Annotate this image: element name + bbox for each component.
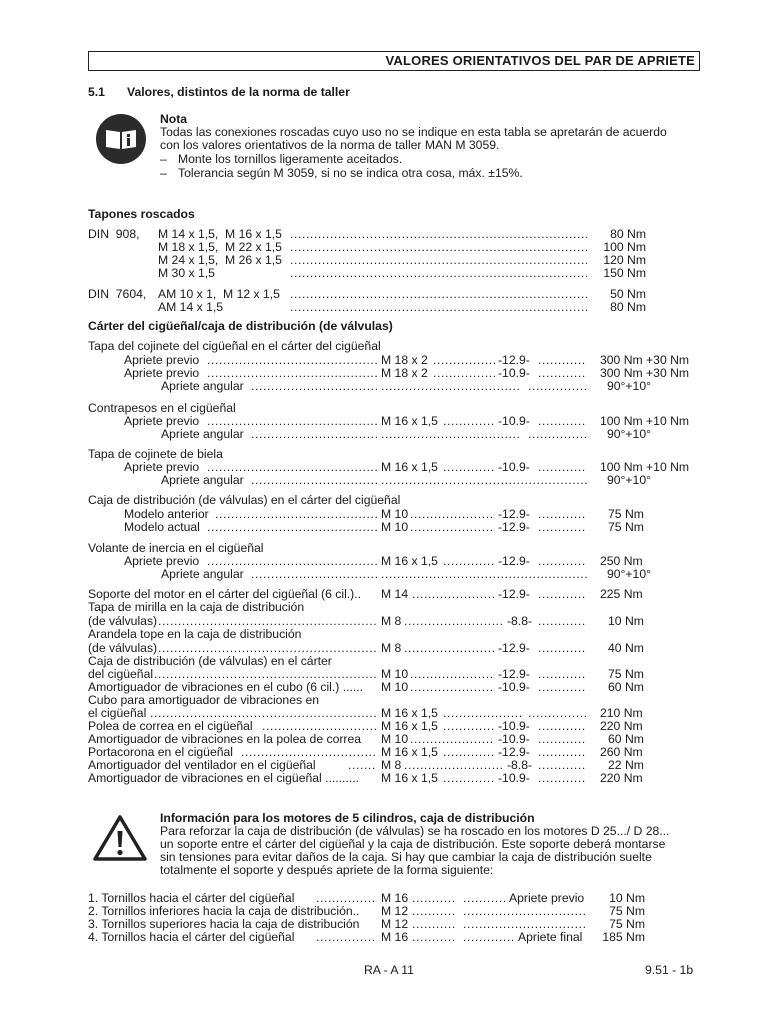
plug-value: 80 Nm bbox=[610, 227, 646, 241]
row-label: el cigüeñal bbox=[88, 706, 147, 720]
leader-dots bbox=[538, 668, 587, 681]
step-thread: M 12 bbox=[381, 904, 409, 918]
thread-size: M 10 bbox=[381, 667, 409, 681]
leader-dots bbox=[538, 354, 587, 367]
row-label: Tapa de mirilla en la caja de distribución bbox=[88, 600, 305, 614]
step-value: 185 Nm bbox=[602, 930, 645, 944]
leader-dots bbox=[381, 428, 521, 441]
row-label: Apriete angular bbox=[161, 567, 244, 581]
property-class: -10.9- bbox=[498, 366, 530, 380]
row-label: Amortiguador del ventilador en el cigüeñal bbox=[88, 758, 316, 772]
din-7604-label: DIN 7604, bbox=[88, 287, 147, 301]
leader-dots bbox=[412, 931, 456, 944]
property-class: -10.9- bbox=[498, 771, 530, 785]
note-line: con los valores orientativos de la norma de taller MAN M 3059. bbox=[160, 138, 500, 152]
leader-dots bbox=[538, 555, 587, 568]
note-heading: Nota bbox=[160, 112, 188, 126]
torque-value: 60 Nm bbox=[608, 680, 644, 694]
leader-dots bbox=[290, 228, 587, 241]
note-bullet: Tolerancia según M 3059, si no se indica otra cosa, máx. ±15%. bbox=[178, 166, 523, 180]
torque-value: 90°+10° bbox=[607, 567, 651, 581]
step-label: 3. Tornillos superiores hacia la caja de distribución bbox=[88, 917, 360, 931]
leader-dots bbox=[443, 461, 495, 474]
leader-dots bbox=[316, 931, 377, 944]
row-label: Soporte del motor en el cárter del cigüeñal (6 cil.).. bbox=[88, 587, 361, 601]
footer-page-code: RA - A 11 bbox=[364, 963, 414, 977]
torque-value: 220 Nm bbox=[600, 719, 643, 733]
property-class: -10.9- bbox=[498, 414, 530, 428]
thread-size: M 14 bbox=[381, 587, 409, 601]
leader-dots bbox=[290, 267, 587, 280]
torque-value: 100 Nm +10 Nm bbox=[600, 460, 690, 474]
torque-value: 60 Nm bbox=[608, 732, 644, 746]
leader-dots bbox=[290, 254, 587, 267]
leader-dots bbox=[410, 681, 495, 694]
torque-value: 100 Nm +10 Nm bbox=[600, 414, 690, 428]
leader-dots bbox=[538, 733, 587, 746]
info-line: sin tensiones para evitar daños de la caja. Si hay que cambiar la caja de distribución suelte bbox=[160, 850, 652, 864]
property-class: -12.9- bbox=[498, 353, 530, 367]
row-label: Caja de distribución (de válvulas) en el cárter bbox=[88, 654, 332, 668]
thread-size: M 16 x 1,5 bbox=[381, 414, 438, 428]
step-label: 1. Tornillos hacia el cárter del cigüeñal bbox=[88, 891, 295, 905]
row-label: Arandela tope en la caja de distribución bbox=[88, 627, 302, 641]
leader-dots bbox=[443, 772, 495, 785]
property-class: -12.9- bbox=[498, 667, 530, 681]
plug-spec: AM 10 x 1, M 12 x 1,5 bbox=[158, 287, 280, 301]
leader-dots bbox=[528, 428, 587, 441]
leader-dots bbox=[538, 746, 587, 759]
leader-dots bbox=[538, 508, 587, 521]
leader-dots bbox=[381, 568, 587, 581]
leader-dots bbox=[251, 380, 377, 393]
torque-value: 90°+10° bbox=[607, 427, 651, 441]
leader-dots bbox=[412, 905, 456, 918]
torque-value: 75 Nm bbox=[608, 667, 644, 681]
leader-dots bbox=[290, 301, 587, 314]
property-class: -10.9- bbox=[498, 460, 530, 474]
torque-value: 75 Nm bbox=[608, 507, 644, 521]
property-class: -8.8- bbox=[507, 758, 533, 772]
row-label: del cigüeñal bbox=[88, 667, 154, 681]
leader-dots bbox=[528, 707, 587, 720]
leader-dots bbox=[538, 415, 587, 428]
section-number: 5.1 bbox=[88, 85, 105, 99]
plug-value: 120 Nm bbox=[603, 253, 646, 267]
step-label: 2. Tornillos inferiores hacia la caja de distribución.. bbox=[88, 904, 360, 918]
leader-dots bbox=[443, 746, 495, 759]
leader-dots bbox=[538, 772, 587, 785]
thread-size: M 16 x 1,5 bbox=[381, 719, 438, 733]
step-thread: M 16 bbox=[381, 891, 409, 905]
plug-spec: AM 14 x 1,5 bbox=[158, 300, 224, 314]
leader-dots bbox=[538, 615, 587, 628]
step-label: 4. Tornillos hacia el cárter del cigüeñal bbox=[88, 930, 295, 944]
thread-size: M 8 bbox=[381, 758, 402, 772]
row-label: Amortiguador de vibraciones en el cigüeñal .......... bbox=[88, 771, 359, 785]
torque-value: 300 Nm +30 Nm bbox=[600, 366, 690, 380]
torque-value: 300 Nm +30 Nm bbox=[600, 353, 690, 367]
thread-size: M 18 x 2 bbox=[381, 353, 428, 367]
section-title: Valores, distintos de la norma de taller bbox=[127, 85, 350, 99]
row-label: Apriete angular bbox=[161, 473, 244, 487]
leader-dots bbox=[443, 415, 495, 428]
leader-dots bbox=[381, 474, 587, 487]
leader-dots bbox=[207, 521, 377, 534]
row-label: Apriete previo bbox=[124, 414, 200, 428]
property-class: -12.9- bbox=[498, 507, 530, 521]
plug-value: 50 Nm bbox=[610, 287, 646, 301]
torque-value: 10 Nm bbox=[608, 614, 644, 628]
leader-dots bbox=[538, 367, 587, 380]
leader-dots bbox=[433, 354, 495, 367]
thread-size: M 8 bbox=[381, 641, 402, 655]
note-bullet: Monte los tornillos ligeramente aceitados. bbox=[178, 152, 403, 166]
leader-dots bbox=[215, 508, 377, 521]
thread-size: M 16 x 1,5 bbox=[381, 706, 438, 720]
group-title: Volante de inercia en el cigüeñal bbox=[88, 541, 264, 555]
property-class: -10.9- bbox=[498, 719, 530, 733]
info-line: un soporte entre el cárter del cigüeñal y la caja de distribución. Este soporte deberá montarse bbox=[160, 837, 666, 851]
leader-dots bbox=[290, 288, 587, 301]
thread-size: M 16 x 1,5 bbox=[381, 771, 438, 785]
leader-dots bbox=[412, 892, 456, 905]
leader-dots bbox=[410, 508, 495, 521]
leader-dots bbox=[251, 568, 377, 581]
property-class: -12.9- bbox=[498, 641, 530, 655]
leader-dots bbox=[463, 905, 587, 918]
row-label: Cubo para amortiguador de vibraciones en bbox=[88, 693, 320, 707]
leader-dots bbox=[443, 555, 495, 568]
row-label: Apriete previo bbox=[124, 554, 200, 568]
info-line: totalmente el soporte y después apriete de la forma siguiente: bbox=[160, 863, 494, 877]
property-class: -12.9- bbox=[498, 520, 530, 534]
leader-dots bbox=[528, 380, 587, 393]
plug-value: 100 Nm bbox=[603, 240, 646, 254]
info-line: Para reforzar la caja de distribución (de válvulas) se ha roscado en los motores D 25.../ D 28... bbox=[160, 824, 670, 838]
plug-spec: M 14 x 1,5, M 16 x 1,5 bbox=[158, 227, 282, 241]
plug-spec: M 18 x 1,5, M 22 x 1,5 bbox=[158, 240, 282, 254]
leader-dots bbox=[412, 588, 495, 601]
thread-size: M 16 x 1,5 bbox=[381, 554, 438, 568]
torque-value: 210 Nm bbox=[600, 706, 643, 720]
group-title: Tapa de cojinete de biela bbox=[88, 447, 223, 461]
leader-dots bbox=[538, 759, 587, 772]
step-thread: M 16 bbox=[381, 930, 409, 944]
leader-dots bbox=[410, 668, 495, 681]
group-title: Tapa del cojinete del cigüeñal en el cárter del cigüeñal bbox=[88, 339, 381, 353]
info-heading: Información para los motores de 5 cilindros, caja de distribución bbox=[160, 811, 535, 825]
row-label: Apriete angular bbox=[161, 379, 244, 393]
plug-value: 80 Nm bbox=[610, 300, 646, 314]
step-value: 75 Nm bbox=[609, 904, 645, 918]
thread-size: M 16 x 1,5 bbox=[381, 460, 438, 474]
row-label: (de válvulas) bbox=[88, 641, 158, 655]
property-class: -12.9- bbox=[498, 554, 530, 568]
property-class: -12.9- bbox=[498, 587, 530, 601]
leader-dots bbox=[381, 380, 521, 393]
note-dash: – bbox=[160, 152, 167, 166]
row-label: Apriete angular bbox=[161, 427, 244, 441]
row-label: Modelo anterior bbox=[124, 507, 209, 521]
property-class: -8.8- bbox=[507, 614, 533, 628]
row-label: Amortiguador de vibraciones en la polea de correa bbox=[88, 732, 362, 746]
property-class: -10.9- bbox=[498, 732, 530, 746]
group-title: Contrapesos en el cigüeñal bbox=[88, 401, 236, 415]
row-label: Apriete previo bbox=[124, 460, 200, 474]
row-label: Modelo actual bbox=[124, 520, 200, 534]
leader-dots bbox=[251, 474, 377, 487]
header-box bbox=[88, 51, 700, 71]
leader-dots bbox=[251, 428, 377, 441]
plug-value: 150 Nm bbox=[603, 266, 646, 280]
note-line: Todas las conexiones roscadas cuyo uso no se indique en esta tabla se apretarán de acuerdo bbox=[160, 125, 667, 139]
step-note: Apriete previo bbox=[509, 891, 585, 905]
row-label: Portacorona en el cigüeñal bbox=[88, 745, 233, 759]
torque-value: 225 Nm bbox=[600, 587, 643, 601]
leader-dots bbox=[290, 241, 587, 254]
note-dash: – bbox=[160, 166, 167, 180]
leader-dots bbox=[463, 931, 515, 944]
row-label: Polea de correa en el cigüeñal bbox=[88, 719, 253, 733]
torque-value: 22 Nm bbox=[608, 758, 644, 772]
leader-dots bbox=[404, 615, 504, 628]
book-info-icon bbox=[95, 113, 147, 165]
step-thread: M 12 bbox=[381, 917, 409, 931]
leader-dots bbox=[410, 521, 495, 534]
leader-dots bbox=[538, 681, 587, 694]
torque-value: 90°+10° bbox=[607, 379, 651, 393]
thread-size: M 16 x 1,5 bbox=[381, 745, 438, 759]
leader-dots bbox=[538, 521, 587, 534]
group-title: Caja de distribución (de válvulas) en el cárter del cigüeñal bbox=[88, 493, 401, 507]
leader-dots bbox=[433, 367, 495, 380]
plug-spec: M 24 x 1,5, M 26 x 1,5 bbox=[158, 253, 282, 267]
leader-dots bbox=[443, 720, 495, 733]
property-class: -10.9- bbox=[498, 680, 530, 694]
row-label: Amortiguador de vibraciones en el cubo (6 cil.) ...... bbox=[88, 680, 364, 694]
thread-size: M 18 x 2 bbox=[381, 366, 428, 380]
din-908-label: DIN 908, bbox=[88, 227, 140, 241]
thread-size: M 10 bbox=[381, 520, 409, 534]
thread-size: M 10 bbox=[381, 507, 409, 521]
torque-value: 40 Nm bbox=[608, 641, 644, 655]
plugs-heading: Tapones roscados bbox=[88, 207, 195, 221]
leader-dots bbox=[538, 461, 587, 474]
row-label: (de válvulas) bbox=[88, 614, 158, 628]
leader-dots bbox=[463, 892, 507, 905]
torque-value: 250 Nm bbox=[600, 554, 643, 568]
plug-spec: M 30 x 1,5 bbox=[158, 266, 215, 280]
torque-value: 90°+10° bbox=[607, 473, 651, 487]
leader-dots bbox=[538, 642, 587, 655]
step-value: 75 Nm bbox=[609, 917, 645, 931]
crankcase-heading: Cárter del cigüeñal/caja de distribución (de válvulas) bbox=[88, 319, 393, 333]
leader-dots bbox=[538, 588, 587, 601]
torque-value: 260 Nm bbox=[600, 745, 643, 759]
torque-value: 220 Nm bbox=[600, 771, 643, 785]
torque-value: 75 Nm bbox=[608, 520, 644, 534]
leader-dots bbox=[207, 354, 377, 367]
step-value: 10 Nm bbox=[609, 891, 645, 905]
property-class: -12.9- bbox=[498, 745, 530, 759]
leader-dots bbox=[412, 918, 456, 931]
step-note: Apriete final bbox=[518, 930, 583, 944]
row-label: Apriete previo bbox=[124, 353, 200, 367]
leader-dots bbox=[538, 720, 587, 733]
thread-size: M 10 bbox=[381, 680, 409, 694]
row-label: Apriete previo bbox=[124, 366, 200, 380]
thread-size: M 10 bbox=[381, 732, 409, 746]
page-title: VALORES ORIENTATIVOS DEL PAR DE APRIETE bbox=[385, 53, 695, 68]
leader-dots bbox=[404, 642, 495, 655]
warning-icon bbox=[92, 814, 148, 862]
footer-revision: 9.51 - 1b bbox=[645, 963, 694, 977]
thread-size: M 8 bbox=[381, 614, 402, 628]
